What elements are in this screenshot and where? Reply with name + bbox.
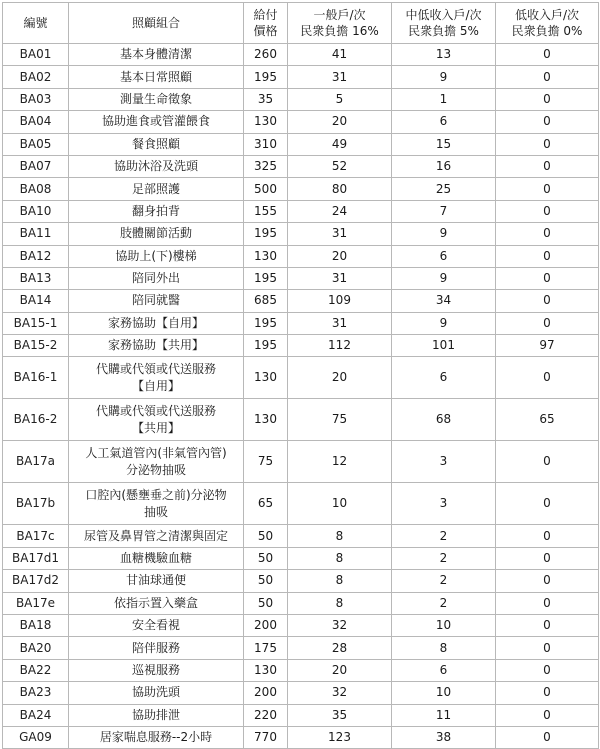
service-name-cell: 家務協助【共用】 <box>69 335 244 357</box>
service-name-cell: 甘油球通便 <box>69 570 244 592</box>
table-row <box>3 155 599 177</box>
service-code-cell: BA22 <box>3 659 69 681</box>
low-income-copay-cell: 65 <box>496 399 599 441</box>
general-copay-cell: 32 <box>288 615 392 637</box>
general-copay-cell: 41 <box>288 44 392 66</box>
header-general-household: 一般戶/次 民衆負擔 16% <box>288 3 392 44</box>
general-copay-cell: 20 <box>288 357 392 399</box>
mid-low-income-copay-cell: 7 <box>392 200 496 222</box>
low-income-copay-cell: 0 <box>496 659 599 681</box>
mid-low-income-copay-cell: 8 <box>392 637 496 659</box>
service-name-cell: 餐食照顧 <box>69 133 244 155</box>
service-code-cell: BA04 <box>3 111 69 133</box>
price-cell: 325 <box>244 155 288 177</box>
service-code-cell: BA15-2 <box>3 335 69 357</box>
price-cell: 35 <box>244 88 288 110</box>
price-cell: 50 <box>244 525 288 547</box>
service-name-cell: 協助上(下)樓梯 <box>69 245 244 267</box>
price-cell: 155 <box>244 200 288 222</box>
service-code-cell: BA17a <box>3 441 69 483</box>
general-copay-cell: 20 <box>288 659 392 681</box>
mid-low-income-copay-cell: 13 <box>392 44 496 66</box>
low-income-copay-cell: 0 <box>496 66 599 88</box>
table-row <box>3 111 599 133</box>
low-income-copay-cell: 0 <box>496 178 599 200</box>
price-cell: 260 <box>244 44 288 66</box>
table-row <box>3 245 599 267</box>
service-name-cell: 家務協助【自用】 <box>69 312 244 334</box>
low-income-copay-cell: 0 <box>496 245 599 267</box>
low-income-copay-cell: 0 <box>496 267 599 289</box>
service-code-cell: BA23 <box>3 682 69 704</box>
table-body <box>3 44 599 749</box>
service-name-cell: 肢體關節活動 <box>69 223 244 245</box>
table-row <box>3 441 599 483</box>
price-cell: 195 <box>244 335 288 357</box>
service-code-cell: BA24 <box>3 704 69 726</box>
mid-low-income-copay-cell: 6 <box>392 245 496 267</box>
general-copay-cell: 31 <box>288 66 392 88</box>
price-cell: 195 <box>244 66 288 88</box>
price-cell: 500 <box>244 178 288 200</box>
low-income-copay-cell: 0 <box>496 200 599 222</box>
low-income-copay-cell: 0 <box>496 615 599 637</box>
low-income-copay-cell: 0 <box>496 570 599 592</box>
general-copay-cell: 8 <box>288 547 392 569</box>
service-code-cell: BA16-2 <box>3 399 69 441</box>
table-row <box>3 637 599 659</box>
low-income-copay-cell: 0 <box>496 483 599 525</box>
mid-low-income-copay-cell: 9 <box>392 267 496 289</box>
service-name-cell: 血糖機驗血糖 <box>69 547 244 569</box>
low-income-copay-cell: 0 <box>496 223 599 245</box>
table-row <box>3 44 599 66</box>
table-row <box>3 267 599 289</box>
service-name-cell: 安全看視 <box>69 615 244 637</box>
low-income-copay-cell: 0 <box>496 547 599 569</box>
service-code-cell: BA17c <box>3 525 69 547</box>
table-row <box>3 570 599 592</box>
low-income-copay-cell: 0 <box>496 290 599 312</box>
mid-low-income-copay-cell: 10 <box>392 615 496 637</box>
service-name-cell: 代購或代領或代送服務 【自用】 <box>69 357 244 399</box>
service-name-cell: 陪同外出 <box>69 267 244 289</box>
mid-low-income-copay-cell: 25 <box>392 178 496 200</box>
low-income-copay-cell: 0 <box>496 682 599 704</box>
mid-low-income-copay-cell: 16 <box>392 155 496 177</box>
price-cell: 220 <box>244 704 288 726</box>
mid-low-income-copay-cell: 2 <box>392 592 496 614</box>
low-income-copay-cell: 97 <box>496 335 599 357</box>
price-cell: 65 <box>244 483 288 525</box>
general-copay-cell: 5 <box>288 88 392 110</box>
service-name-cell: 陪伴服務 <box>69 637 244 659</box>
service-name-cell: 依指示置入藥盒 <box>69 592 244 614</box>
mid-low-income-copay-cell: 6 <box>392 659 496 681</box>
table-row <box>3 290 599 312</box>
service-name-cell: 巡視服務 <box>69 659 244 681</box>
table-row <box>3 88 599 110</box>
mid-low-income-copay-cell: 9 <box>392 223 496 245</box>
general-copay-cell: 20 <box>288 111 392 133</box>
service-code-cell: BA17e <box>3 592 69 614</box>
service-name-cell: 人工氣道管內(非氣管內管) 分泌物抽吸 <box>69 441 244 483</box>
service-code-cell: BA10 <box>3 200 69 222</box>
low-income-copay-cell: 0 <box>496 111 599 133</box>
care-service-fee-table <box>2 2 599 749</box>
low-income-copay-cell: 0 <box>496 44 599 66</box>
mid-low-income-copay-cell: 2 <box>392 570 496 592</box>
mid-low-income-copay-cell: 1 <box>392 88 496 110</box>
service-name-cell: 足部照護 <box>69 178 244 200</box>
low-income-copay-cell: 0 <box>496 155 599 177</box>
table-row <box>3 223 599 245</box>
general-copay-cell: 31 <box>288 223 392 245</box>
service-name-cell: 代購或代領或代送服務 【共用】 <box>69 399 244 441</box>
general-copay-cell: 20 <box>288 245 392 267</box>
header-mid-low-income: 中低收入戶/次 民衆負擔 5% <box>392 3 496 44</box>
header-code: 編號 <box>3 3 69 44</box>
service-code-cell: BA13 <box>3 267 69 289</box>
table-row <box>3 200 599 222</box>
service-code-cell: BA12 <box>3 245 69 267</box>
table-row <box>3 592 599 614</box>
price-cell: 685 <box>244 290 288 312</box>
mid-low-income-copay-cell: 2 <box>392 525 496 547</box>
table-row <box>3 659 599 681</box>
general-copay-cell: 123 <box>288 726 392 748</box>
service-code-cell: BA01 <box>3 44 69 66</box>
low-income-copay-cell: 0 <box>496 88 599 110</box>
table-row <box>3 704 599 726</box>
table-row <box>3 66 599 88</box>
general-copay-cell: 8 <box>288 592 392 614</box>
service-code-cell: BA07 <box>3 155 69 177</box>
general-copay-cell: 28 <box>288 637 392 659</box>
service-code-cell: BA11 <box>3 223 69 245</box>
service-name-cell: 基本身體清潔 <box>69 44 244 66</box>
general-copay-cell: 8 <box>288 570 392 592</box>
general-copay-cell: 49 <box>288 133 392 155</box>
table-row <box>3 726 599 748</box>
service-code-cell: BA14 <box>3 290 69 312</box>
table-row <box>3 399 599 441</box>
low-income-copay-cell: 0 <box>496 312 599 334</box>
mid-low-income-copay-cell: 6 <box>392 357 496 399</box>
service-name-cell: 口腔內(懸壅垂之前)分泌物 抽吸 <box>69 483 244 525</box>
price-cell: 75 <box>244 441 288 483</box>
mid-low-income-copay-cell: 9 <box>392 312 496 334</box>
service-code-cell: BA16-1 <box>3 357 69 399</box>
general-copay-cell: 32 <box>288 682 392 704</box>
low-income-copay-cell: 0 <box>496 726 599 748</box>
mid-low-income-copay-cell: 68 <box>392 399 496 441</box>
general-copay-cell: 75 <box>288 399 392 441</box>
price-cell: 50 <box>244 592 288 614</box>
mid-low-income-copay-cell: 3 <box>392 483 496 525</box>
low-income-copay-cell: 0 <box>496 133 599 155</box>
mid-low-income-copay-cell: 10 <box>392 682 496 704</box>
service-name-cell: 協助進食或管灌餵食 <box>69 111 244 133</box>
service-name-cell: 翻身拍背 <box>69 200 244 222</box>
mid-low-income-copay-cell: 2 <box>392 547 496 569</box>
price-cell: 130 <box>244 357 288 399</box>
service-name-cell: 尿管及鼻胃管之清潔與固定 <box>69 525 244 547</box>
header-row <box>3 3 599 44</box>
service-code-cell: BA15-1 <box>3 312 69 334</box>
mid-low-income-copay-cell: 101 <box>392 335 496 357</box>
service-code-cell: BA03 <box>3 88 69 110</box>
table-row <box>3 133 599 155</box>
table-row <box>3 335 599 357</box>
general-copay-cell: 8 <box>288 525 392 547</box>
table-row <box>3 357 599 399</box>
service-code-cell: BA17d1 <box>3 547 69 569</box>
general-copay-cell: 35 <box>288 704 392 726</box>
general-copay-cell: 12 <box>288 441 392 483</box>
service-name-cell: 居家喘息服務--2小時 <box>69 726 244 748</box>
general-copay-cell: 112 <box>288 335 392 357</box>
general-copay-cell: 31 <box>288 312 392 334</box>
mid-low-income-copay-cell: 9 <box>392 66 496 88</box>
header-price: 給付 價格 <box>244 3 288 44</box>
price-cell: 195 <box>244 223 288 245</box>
price-cell: 50 <box>244 547 288 569</box>
service-code-cell: BA05 <box>3 133 69 155</box>
price-cell: 50 <box>244 570 288 592</box>
mid-low-income-copay-cell: 3 <box>392 441 496 483</box>
price-cell: 195 <box>244 312 288 334</box>
service-code-cell: BA17d2 <box>3 570 69 592</box>
header-service-combination: 照顧組合 <box>69 3 244 44</box>
low-income-copay-cell: 0 <box>496 637 599 659</box>
price-cell: 200 <box>244 682 288 704</box>
service-code-cell: BA08 <box>3 178 69 200</box>
price-cell: 130 <box>244 245 288 267</box>
mid-low-income-copay-cell: 15 <box>392 133 496 155</box>
price-cell: 130 <box>244 111 288 133</box>
mid-low-income-copay-cell: 11 <box>392 704 496 726</box>
service-code-cell: GA09 <box>3 726 69 748</box>
general-copay-cell: 109 <box>288 290 392 312</box>
service-code-cell: BA18 <box>3 615 69 637</box>
table-row <box>3 312 599 334</box>
general-copay-cell: 52 <box>288 155 392 177</box>
mid-low-income-copay-cell: 34 <box>392 290 496 312</box>
table-row <box>3 483 599 525</box>
service-name-cell: 測量生命徵象 <box>69 88 244 110</box>
price-cell: 175 <box>244 637 288 659</box>
service-name-cell: 陪同就醫 <box>69 290 244 312</box>
low-income-copay-cell: 0 <box>496 441 599 483</box>
general-copay-cell: 24 <box>288 200 392 222</box>
service-name-cell: 協助排泄 <box>69 704 244 726</box>
service-name-cell: 基本日常照顧 <box>69 66 244 88</box>
service-code-cell: BA02 <box>3 66 69 88</box>
service-code-cell: BA17b <box>3 483 69 525</box>
table-row <box>3 525 599 547</box>
price-cell: 195 <box>244 267 288 289</box>
service-name-cell: 協助沐浴及洗頭 <box>69 155 244 177</box>
general-copay-cell: 31 <box>288 267 392 289</box>
price-cell: 200 <box>244 615 288 637</box>
price-cell: 130 <box>244 399 288 441</box>
price-cell: 310 <box>244 133 288 155</box>
header-low-income: 低收入戶/次 民衆負擔 0% <box>496 3 599 44</box>
price-cell: 770 <box>244 726 288 748</box>
service-name-cell: 協助洗頭 <box>69 682 244 704</box>
mid-low-income-copay-cell: 6 <box>392 111 496 133</box>
low-income-copay-cell: 0 <box>496 592 599 614</box>
general-copay-cell: 80 <box>288 178 392 200</box>
price-cell: 130 <box>244 659 288 681</box>
table-row <box>3 682 599 704</box>
table-row <box>3 615 599 637</box>
mid-low-income-copay-cell: 38 <box>392 726 496 748</box>
low-income-copay-cell: 0 <box>496 704 599 726</box>
general-copay-cell: 10 <box>288 483 392 525</box>
low-income-copay-cell: 0 <box>496 525 599 547</box>
low-income-copay-cell: 0 <box>496 357 599 399</box>
table-row <box>3 547 599 569</box>
table-header <box>3 3 599 44</box>
service-code-cell: BA20 <box>3 637 69 659</box>
table-row <box>3 178 599 200</box>
